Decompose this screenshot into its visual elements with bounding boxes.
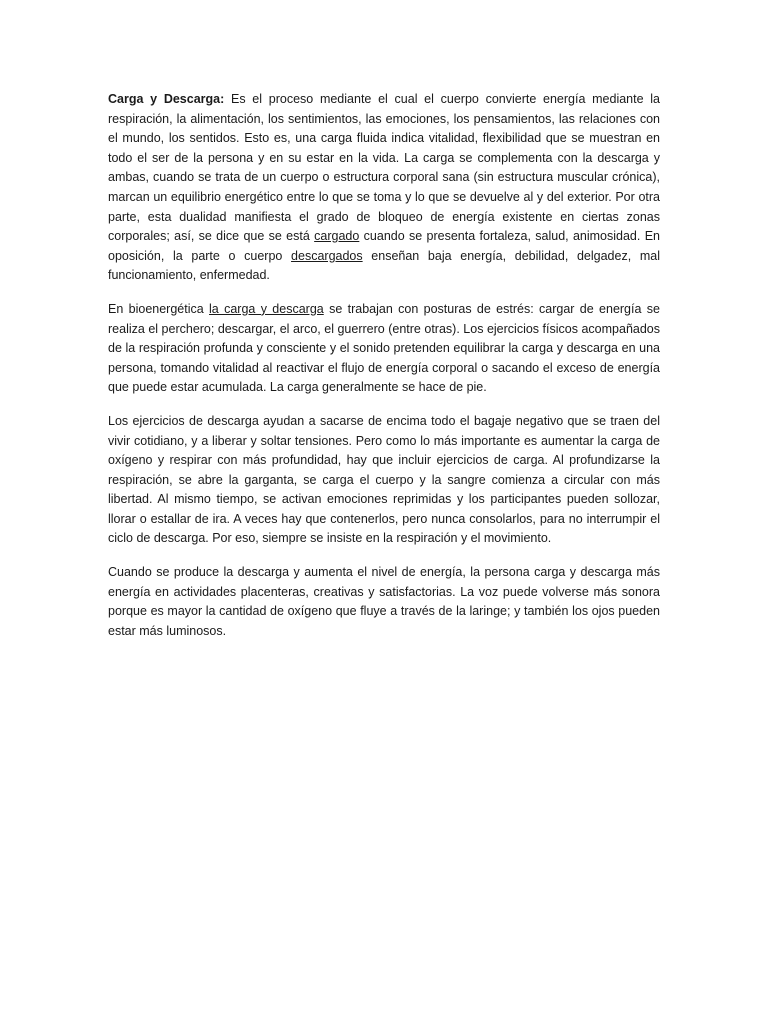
paragraph-text: enseñan baja energía, debilidad, delgadez, mal funcionamiento, enfermedad. [108, 248, 660, 283]
paragraph-bioenergetica [108, 300, 660, 398]
paragraph-carga-descarga [108, 90, 660, 286]
paragraph-text: se trabajan con posturas de estrés: cargar de energía se realiza el perchero; descargar, el arco, el guerrero (entre otras). Los ejercicios físicos acompañados de la respiración profunda y consciente y el sonido pretenden equilibrar la carga y descarga en una persona, tomando vitalidad al reactivar el flujo de energía corporal o sacando el exceso de energía que puede estar acumulada. La carga generalmente se hace de pie. [108, 301, 660, 395]
underlined-term-descargados: descargados [291, 248, 363, 263]
paragraph-text: cuando se presenta fortaleza, salud, animosidad. En oposición, la parte o cuerpo [108, 229, 660, 263]
paragraph-lead-heading: Carga y Descarga: [108, 92, 225, 106]
paragraph-nivel-energia [108, 563, 660, 641]
paragraph-text: Cuando se produce la descarga y aumenta el nivel de energía, la persona carga y descarga más energía en actividades placenteras, creativas y satisfactorias. La voz puede volverse más sonora porque es mayor la cantidad de oxígeno que fluye a través de la laringe; y también los ojos pueden estar más luminosos. [108, 565, 660, 638]
paragraph-text: Es el proceso mediante el cual el cuerpo convierte energía mediante la respiración, la alimentación, los sentimientos, las emociones, los pensamientos, las relaciones con el mundo, los sentidos. Esto es, una carga fluida indica vitalidad, flexibilidad que se muestran en todo el ser de la persona y en su estar en la vida. La carga se complementa con la descarga y ambas, cuando se trata de un cuerpo o estructura corporal sana (sin estructura muscular crónica), marcan un equilibrio energético entre lo que se toma y lo que se devuelve al y del exterior. Por otra parte, esta dualidad manifiesta el grado de bloqueo de energía existente en ciertas zonas corporales; así, se dice que se está [108, 92, 661, 244]
paragraph-ejercicios-descarga [108, 412, 660, 549]
underlined-term-cargado: cargado [314, 229, 360, 244]
paragraph-text: Los ejercicios de descarga ayudan a sacarse de encima todo el bagaje negativo que se traen del vivir cotidiano, y a liberar y soltar tensiones. Pero como lo más importante es aumentar la carga de oxígeno y respirar con más profundidad, hay que incluir ejercicios de carga. Al profundizarse la respiración, se abre la garganta, se carga el cuerpo y la sangre comienza a circular con más libertad. Al mismo tiempo, se activan emociones reprimidas y los participantes pueden sollozar, llorar o estallar de ira. A veces hay que contenerlos, pero nunca consolarlos, para no interrumpir el ciclo de descarga. Por eso, siempre se insiste en la respiración y el movimiento. [108, 413, 660, 546]
underlined-term-carga-descarga: la carga y descarga [209, 301, 324, 316]
paragraph-text: En bioenergética [108, 301, 210, 316]
